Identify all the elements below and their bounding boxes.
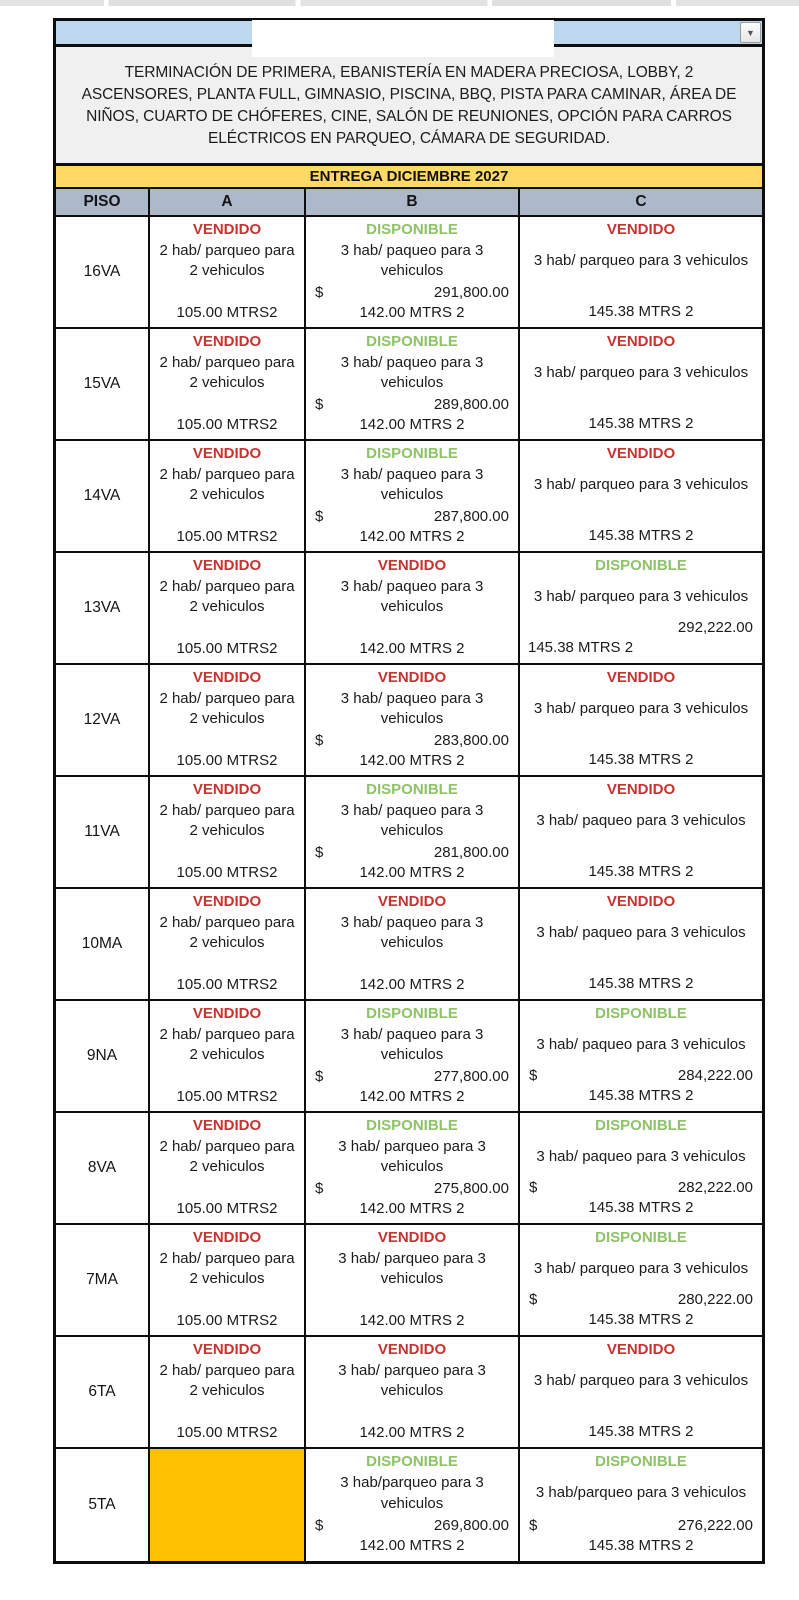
price-value: 291,800.00 <box>433 283 509 301</box>
table-row <box>56 889 762 1001</box>
floor-label-cell[interactable]: 15VA <box>56 329 150 439</box>
unit-description: 2 hab/ parqueo para 2 vehiculos <box>159 1025 295 1063</box>
floor-label-cell[interactable]: 13VA <box>56 553 150 663</box>
unit-cell-a[interactable] <box>150 217 306 327</box>
unit-description: 2 hab/ parqueo para 2 vehiculos <box>159 1361 295 1399</box>
area-value: 142.00 MTRS 2 <box>359 751 465 769</box>
unit-cell-b[interactable] <box>306 329 520 439</box>
unit-description: 3 hab/ parqueo para 3 vehiculos <box>533 363 749 381</box>
area-value: 145.38 MTRS 2 <box>588 1311 694 1329</box>
status-badge: VENDIDO <box>192 221 262 238</box>
price-value: 283,800.00 <box>433 731 509 749</box>
unit-description: 3 hab/ parqueo para 3 vehiculos <box>533 1259 749 1277</box>
table-row <box>56 217 762 329</box>
unit-description: 2 hab/ parqueo para 2 vehiculos <box>159 353 295 391</box>
unit-cell-b[interactable] <box>306 777 520 887</box>
unit-cell-c[interactable] <box>520 329 762 439</box>
price-value: 280,222.00 <box>677 1291 753 1309</box>
price-value: 276,222.00 <box>677 1516 753 1534</box>
area-value: 142.00 MTRS 2 <box>359 1536 465 1554</box>
currency-symbol: $ <box>315 1516 324 1534</box>
unit-cell-b[interactable] <box>306 1001 520 1111</box>
unit-description: 2 hab/ parqueo para 2 vehiculos <box>159 577 295 615</box>
status-badge: DISPONIBLE <box>595 1229 687 1246</box>
area-value: 105.00 MTRS2 <box>176 303 278 321</box>
unit-description: 2 hab/ parqueo para 2 vehiculos <box>159 1249 295 1287</box>
unit-cell-b[interactable] <box>306 1113 520 1223</box>
area-value: 142.00 MTRS 2 <box>359 975 465 993</box>
status-badge: VENDIDO <box>192 1005 262 1022</box>
unit-cell-c[interactable] <box>520 1113 762 1223</box>
unit-description: 3 hab/ paqueo para 3 vehiculos <box>340 1025 484 1063</box>
area-value: 145.38 MTRS 2 <box>588 303 694 321</box>
price-value: 269,800.00 <box>433 1516 509 1534</box>
status-badge: VENDIDO <box>606 781 676 798</box>
status-badge: DISPONIBLE <box>595 1117 687 1134</box>
area-value: 142.00 MTRS 2 <box>359 863 465 881</box>
area-value: 142.00 MTRS 2 <box>359 1311 465 1329</box>
status-badge: VENDIDO <box>606 445 676 462</box>
status-badge: DISPONIBLE <box>366 445 458 462</box>
floor-label-cell[interactable]: 6TA <box>56 1337 150 1447</box>
unit-cell-b[interactable] <box>306 1225 520 1335</box>
currency-symbol: $ <box>315 1179 324 1197</box>
price-value: 284,222.00 <box>677 1067 753 1085</box>
floor-label-cell[interactable]: 10MA <box>56 889 150 999</box>
delivery-banner-cell[interactable] <box>56 166 762 189</box>
unit-description: 3 hab/ parqueo para 3 vehiculos <box>533 699 749 717</box>
area-value: 142.00 MTRS 2 <box>359 1087 465 1105</box>
unit-description: 3 hab/ parqueo para 3 vehiculos <box>338 1249 486 1287</box>
unit-cell-b[interactable] <box>306 553 520 663</box>
area-value: 145.38 MTRS 2 <box>588 975 694 993</box>
unit-description: 3 hab/ paqueo para 3 vehiculos <box>340 913 484 951</box>
table-body <box>56 217 762 1561</box>
unit-description: 3 hab/ parqueo para 3 vehiculos <box>533 587 749 605</box>
unit-cell-c[interactable] <box>520 1001 762 1111</box>
area-value: 105.00 MTRS2 <box>176 639 278 657</box>
unit-description: 3 hab/ paqueo para 3 vehiculos <box>340 241 484 279</box>
unit-description: 3 hab/ paqueo para 3 vehiculos <box>340 801 484 839</box>
area-value: 145.38 MTRS 2 <box>588 1423 694 1441</box>
unit-cell-a[interactable] <box>150 889 306 999</box>
currency-symbol: $ <box>529 1179 538 1197</box>
redacted-title-overlay <box>252 20 554 57</box>
unit-cell-b[interactable] <box>306 217 520 327</box>
table-row <box>56 553 762 665</box>
floor-label-cell[interactable]: 9NA <box>56 1001 150 1111</box>
status-badge: VENDIDO <box>192 557 262 574</box>
floor-label-cell[interactable]: 16VA <box>56 217 150 327</box>
status-badge: DISPONIBLE <box>366 221 458 238</box>
unit-description: 3 hab/ parqueo para 3 vehiculos <box>533 475 749 493</box>
unit-description: 3 hab/parqueo para 3 vehiculos <box>340 1474 484 1512</box>
table-row <box>56 1001 762 1113</box>
area-value: 145.38 MTRS 2 <box>588 527 694 545</box>
area-value: 142.00 MTRS 2 <box>359 639 465 657</box>
unit-cell-b[interactable] <box>306 665 520 775</box>
unit-cell-a[interactable] <box>150 665 306 775</box>
unit-cell-a[interactable] <box>150 777 306 887</box>
status-badge: VENDIDO <box>377 893 447 910</box>
status-badge: VENDIDO <box>192 1117 262 1134</box>
unit-cell-a[interactable] <box>150 1449 306 1561</box>
status-badge: VENDIDO <box>606 893 676 910</box>
unit-description: 3 hab/ paqueo para 3 vehiculos <box>536 811 746 829</box>
status-badge: VENDIDO <box>192 781 262 798</box>
unit-description: 3 hab/ parqueo para 3 vehiculos <box>338 1137 486 1175</box>
unit-cell-c[interactable] <box>520 889 762 999</box>
unit-description: 3 hab/ paqueo para 3 vehiculos <box>536 1147 746 1165</box>
unit-cell-c[interactable] <box>520 217 762 327</box>
area-value: 142.00 MTRS 2 <box>359 415 465 433</box>
status-badge: DISPONIBLE <box>595 557 687 574</box>
status-badge: VENDIDO <box>377 669 447 686</box>
table-row <box>56 1225 762 1337</box>
status-badge: DISPONIBLE <box>595 1005 687 1022</box>
floor-label-cell[interactable]: 14VA <box>56 441 150 551</box>
unit-cell-c[interactable] <box>520 665 762 775</box>
unit-description: 2 hab/ parqueo para 2 vehiculos <box>159 689 295 727</box>
table-header-row <box>56 189 762 217</box>
delivery-banner-text: ENTREGA DICIEMBRE 2027 <box>309 168 509 185</box>
unit-cell-a[interactable] <box>150 1001 306 1111</box>
spreadsheet-table <box>53 18 765 1564</box>
area-value: 105.00 MTRS2 <box>176 1423 278 1441</box>
unit-cell-c[interactable] <box>520 1225 762 1335</box>
area-value: 105.00 MTRS2 <box>176 1311 278 1329</box>
unit-cell-c[interactable] <box>520 777 762 887</box>
area-value: 142.00 MTRS 2 <box>359 1423 465 1441</box>
area-value: 145.38 MTRS 2 <box>588 751 694 769</box>
unit-description: 3 hab/ paqueo para 3 vehiculos <box>340 689 484 727</box>
table-row <box>56 1449 762 1561</box>
unit-cell-a[interactable] <box>150 1113 306 1223</box>
floor-label-cell[interactable]: 11VA <box>56 777 150 887</box>
unit-cell-b[interactable] <box>306 1337 520 1447</box>
currency-symbol: $ <box>315 1067 324 1085</box>
area-value: 145.38 MTRS 2 <box>588 1087 694 1105</box>
header-c[interactable]: C <box>635 193 647 210</box>
title-band-cell[interactable] <box>56 21 762 47</box>
unit-cell-b[interactable] <box>306 441 520 551</box>
floor-label-cell[interactable]: 7MA <box>56 1225 150 1335</box>
unit-description: 3 hab/parqueo para 3 vehiculos <box>535 1484 747 1502</box>
area-value: 145.38 MTRS 2 <box>588 1536 694 1554</box>
currency-symbol: $ <box>529 1067 538 1085</box>
currency-symbol: $ <box>315 507 324 525</box>
area-value: 142.00 MTRS 2 <box>359 1199 465 1217</box>
area-value: 105.00 MTRS2 <box>176 863 278 881</box>
unit-description: 3 hab/ paqueo para 3 vehiculos <box>536 1035 746 1053</box>
currency-symbol: $ <box>315 843 324 861</box>
table-row <box>56 1337 762 1449</box>
unit-cell-a[interactable] <box>150 553 306 663</box>
unit-cell-a[interactable] <box>150 329 306 439</box>
unit-description: 2 hab/ parqueo para 2 vehiculos <box>159 465 295 503</box>
table-row <box>56 1113 762 1225</box>
currency-symbol: $ <box>315 731 324 749</box>
floor-label-cell[interactable]: 5TA <box>56 1449 150 1561</box>
area-value: 145.38 MTRS 2 <box>528 639 634 657</box>
area-value: 105.00 MTRS2 <box>176 1199 278 1217</box>
amenities-cell[interactable] <box>56 47 762 166</box>
status-badge: VENDIDO <box>192 669 262 686</box>
unit-description: 2 hab/ parqueo para 2 vehiculos <box>159 1137 295 1175</box>
price-value: 292,222.00 <box>677 619 753 637</box>
status-badge: VENDIDO <box>192 1341 262 1358</box>
table-row <box>56 777 762 889</box>
unit-cell-c[interactable] <box>520 1449 762 1561</box>
unit-description: 3 hab/ paqueo para 3 vehiculos <box>536 923 746 941</box>
status-badge: DISPONIBLE <box>366 333 458 350</box>
currency-symbol: $ <box>315 395 324 413</box>
floor-label-cell[interactable]: 8VA <box>56 1113 150 1223</box>
status-badge: VENDIDO <box>606 333 676 350</box>
currency-symbol: $ <box>529 1291 538 1309</box>
status-badge: DISPONIBLE <box>595 1453 687 1470</box>
unit-cell-a[interactable] <box>150 1225 306 1335</box>
unit-cell-b[interactable] <box>306 1449 520 1561</box>
unit-description: 2 hab/ parqueo para 2 vehiculos <box>159 241 295 279</box>
unit-cell-a[interactable] <box>150 1337 306 1447</box>
area-value: 105.00 MTRS2 <box>176 527 278 545</box>
price-value: 275,800.00 <box>433 1179 509 1197</box>
table-row <box>56 441 762 553</box>
price-value: 287,800.00 <box>433 507 509 525</box>
table-row <box>56 329 762 441</box>
status-badge: VENDIDO <box>606 669 676 686</box>
unit-description: 3 hab/ paqueo para 3 vehiculos <box>340 353 484 391</box>
area-value: 142.00 MTRS 2 <box>359 527 465 545</box>
status-badge: VENDIDO <box>192 445 262 462</box>
status-badge: DISPONIBLE <box>366 781 458 798</box>
area-value: 142.00 MTRS 2 <box>359 303 465 321</box>
amenities-text: TERMINACIÓN DE PRIMERA, EBANISTERÍA EN MADERA PRECIOSA, LOBBY, 2 ASCENSORES, PLANTA FULL, GIMNASIO, PISCINA, BBQ, PISTA PARA CAMINAR, ÁREA DE NIÑOS, CUARTO DE CHÓFERES, CINE, SALÓN DE REUNIONES, OPCIÓN PARA CARROS ELÉCTRICOS EN PARQUEO, CÁMARA DE SEGURIDAD. <box>81 64 737 147</box>
price-value: 289,800.00 <box>433 395 509 413</box>
status-badge: DISPONIBLE <box>366 1117 458 1134</box>
unit-cell-b[interactable] <box>306 889 520 999</box>
chevron-down-icon: ▼ <box>746 27 755 38</box>
area-value: 145.38 MTRS 2 <box>588 415 694 433</box>
cropped-app-edge-strip <box>0 0 799 6</box>
status-badge: VENDIDO <box>377 1341 447 1358</box>
floor-label-cell[interactable]: 12VA <box>56 665 150 775</box>
status-badge: VENDIDO <box>192 1229 262 1246</box>
unit-cell-a[interactable] <box>150 441 306 551</box>
area-value: 145.38 MTRS 2 <box>588 1199 694 1217</box>
price-value: 281,800.00 <box>433 843 509 861</box>
area-value: 105.00 MTRS2 <box>176 415 278 433</box>
currency-symbol: $ <box>315 283 324 301</box>
unit-cell-c[interactable] <box>520 1337 762 1447</box>
table-row <box>56 665 762 777</box>
status-badge: VENDIDO <box>606 1341 676 1358</box>
status-badge: DISPONIBLE <box>366 1005 458 1022</box>
status-badge: VENDIDO <box>606 221 676 238</box>
unit-description: 3 hab/ parqueo para 3 vehiculos <box>533 251 749 269</box>
area-value: 105.00 MTRS2 <box>176 975 278 993</box>
status-badge: VENDIDO <box>192 893 262 910</box>
unit-description: 2 hab/ parqueo para 2 vehiculos <box>159 913 295 951</box>
filter-dropdown-button[interactable] <box>740 22 761 43</box>
status-badge: DISPONIBLE <box>366 1453 458 1470</box>
unit-description: 3 hab/ paqueo para 3 vehiculos <box>340 465 484 503</box>
area-value: 105.00 MTRS2 <box>176 1087 278 1105</box>
unit-cell-c[interactable] <box>520 553 762 663</box>
price-value: 282,222.00 <box>677 1179 753 1197</box>
unit-description: 2 hab/ parqueo para 2 vehiculos <box>159 801 295 839</box>
price-value: 277,800.00 <box>433 1067 509 1085</box>
currency-symbol: $ <box>529 1516 538 1534</box>
header-piso[interactable]: PISO <box>56 189 150 215</box>
unit-description: 3 hab/ parqueo para 3 vehiculos <box>338 1361 486 1399</box>
status-badge: VENDIDO <box>377 1229 447 1246</box>
area-value: 105.00 MTRS2 <box>176 751 278 769</box>
header-a[interactable]: A <box>150 189 306 215</box>
unit-description: 3 hab/ paqueo para 3 vehiculos <box>340 577 484 615</box>
status-badge: VENDIDO <box>192 333 262 350</box>
status-badge: VENDIDO <box>377 557 447 574</box>
unit-description: 3 hab/ parqueo para 3 vehiculos <box>533 1371 749 1389</box>
area-value: 145.38 MTRS 2 <box>588 863 694 881</box>
unit-cell-c[interactable] <box>520 441 762 551</box>
header-b[interactable]: B <box>306 189 520 215</box>
